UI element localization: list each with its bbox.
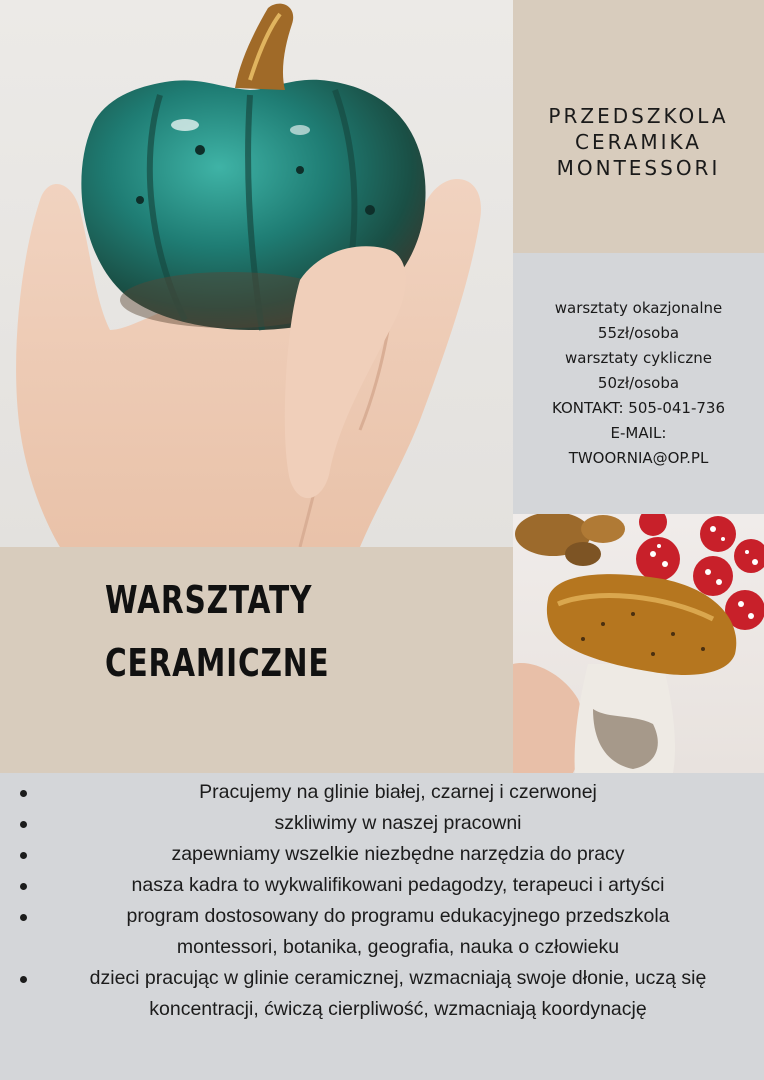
list-item xyxy=(0,777,764,808)
info-line: E-MAIL: xyxy=(610,424,667,442)
info-line: 50zł/osoba xyxy=(597,374,680,392)
mushroom-photo xyxy=(513,514,764,773)
list-item-text: nasza kadra to wykwalifikowani pedagodzy, terapeuci i artyści xyxy=(131,874,665,896)
bullet-icon xyxy=(20,883,27,890)
pumpkin-in-hand-illustration xyxy=(0,0,513,547)
info-line: warsztaty okazjonalne xyxy=(554,299,723,317)
list-item xyxy=(0,901,764,963)
bullet-icon xyxy=(20,790,27,797)
bullet-icon xyxy=(20,914,27,921)
title-block xyxy=(513,0,764,253)
title-line: PRZEDSZKOLA xyxy=(548,103,729,128)
contact-phone: KONTAKT: 505-041-736 xyxy=(551,399,726,417)
bullet-icon xyxy=(20,821,27,828)
info-line: warsztaty cykliczne xyxy=(565,349,712,367)
list-item xyxy=(0,963,764,1025)
list-item xyxy=(0,839,764,870)
bullet-icon xyxy=(20,852,27,859)
list-item-text: dzieci pracując w glinie ceramicznej, wzmacniają swoje dłonie, uczą się xyxy=(89,967,707,989)
list-item-text: zapewniamy wszelkie niezbędne narzędzia do pracy xyxy=(171,843,625,865)
pumpkin-photo xyxy=(0,0,513,547)
headline-block xyxy=(0,547,513,773)
headline-line: WARSZTATY xyxy=(105,578,313,622)
list-item-text: Pracujemy na glinie białej, czarnej i czerwonej xyxy=(199,781,597,803)
program-title xyxy=(548,73,728,181)
workshop-headline xyxy=(105,569,329,695)
list-item xyxy=(0,870,764,901)
info-line: 55zł/osoba xyxy=(597,324,680,342)
title-line: CERAMIKA xyxy=(575,129,702,154)
title-line: MONTESSORI xyxy=(556,155,721,180)
list-item-text: koncentracji, ćwiczą cierpliwość, wzmacniają koordynację xyxy=(149,998,647,1020)
list-item xyxy=(0,808,764,839)
pricing-contact-block xyxy=(513,253,764,514)
headline-line: CERAMICZNE xyxy=(105,641,330,685)
pricing-contact-text xyxy=(552,296,725,471)
bullet-icon xyxy=(20,976,27,983)
list-item-text: program dostosowany do programu edukacyjnego przedszkola xyxy=(126,905,670,927)
list-item-text: montessori, botanika, geografia, nauka o człowieku xyxy=(176,936,620,958)
features-list xyxy=(0,773,764,1080)
contact-email: TWOORNIA@OP.PL xyxy=(568,449,709,467)
ceramic-mushrooms-illustration xyxy=(513,514,764,773)
list-item-text: szkliwimy w naszej pracowni xyxy=(274,812,522,834)
